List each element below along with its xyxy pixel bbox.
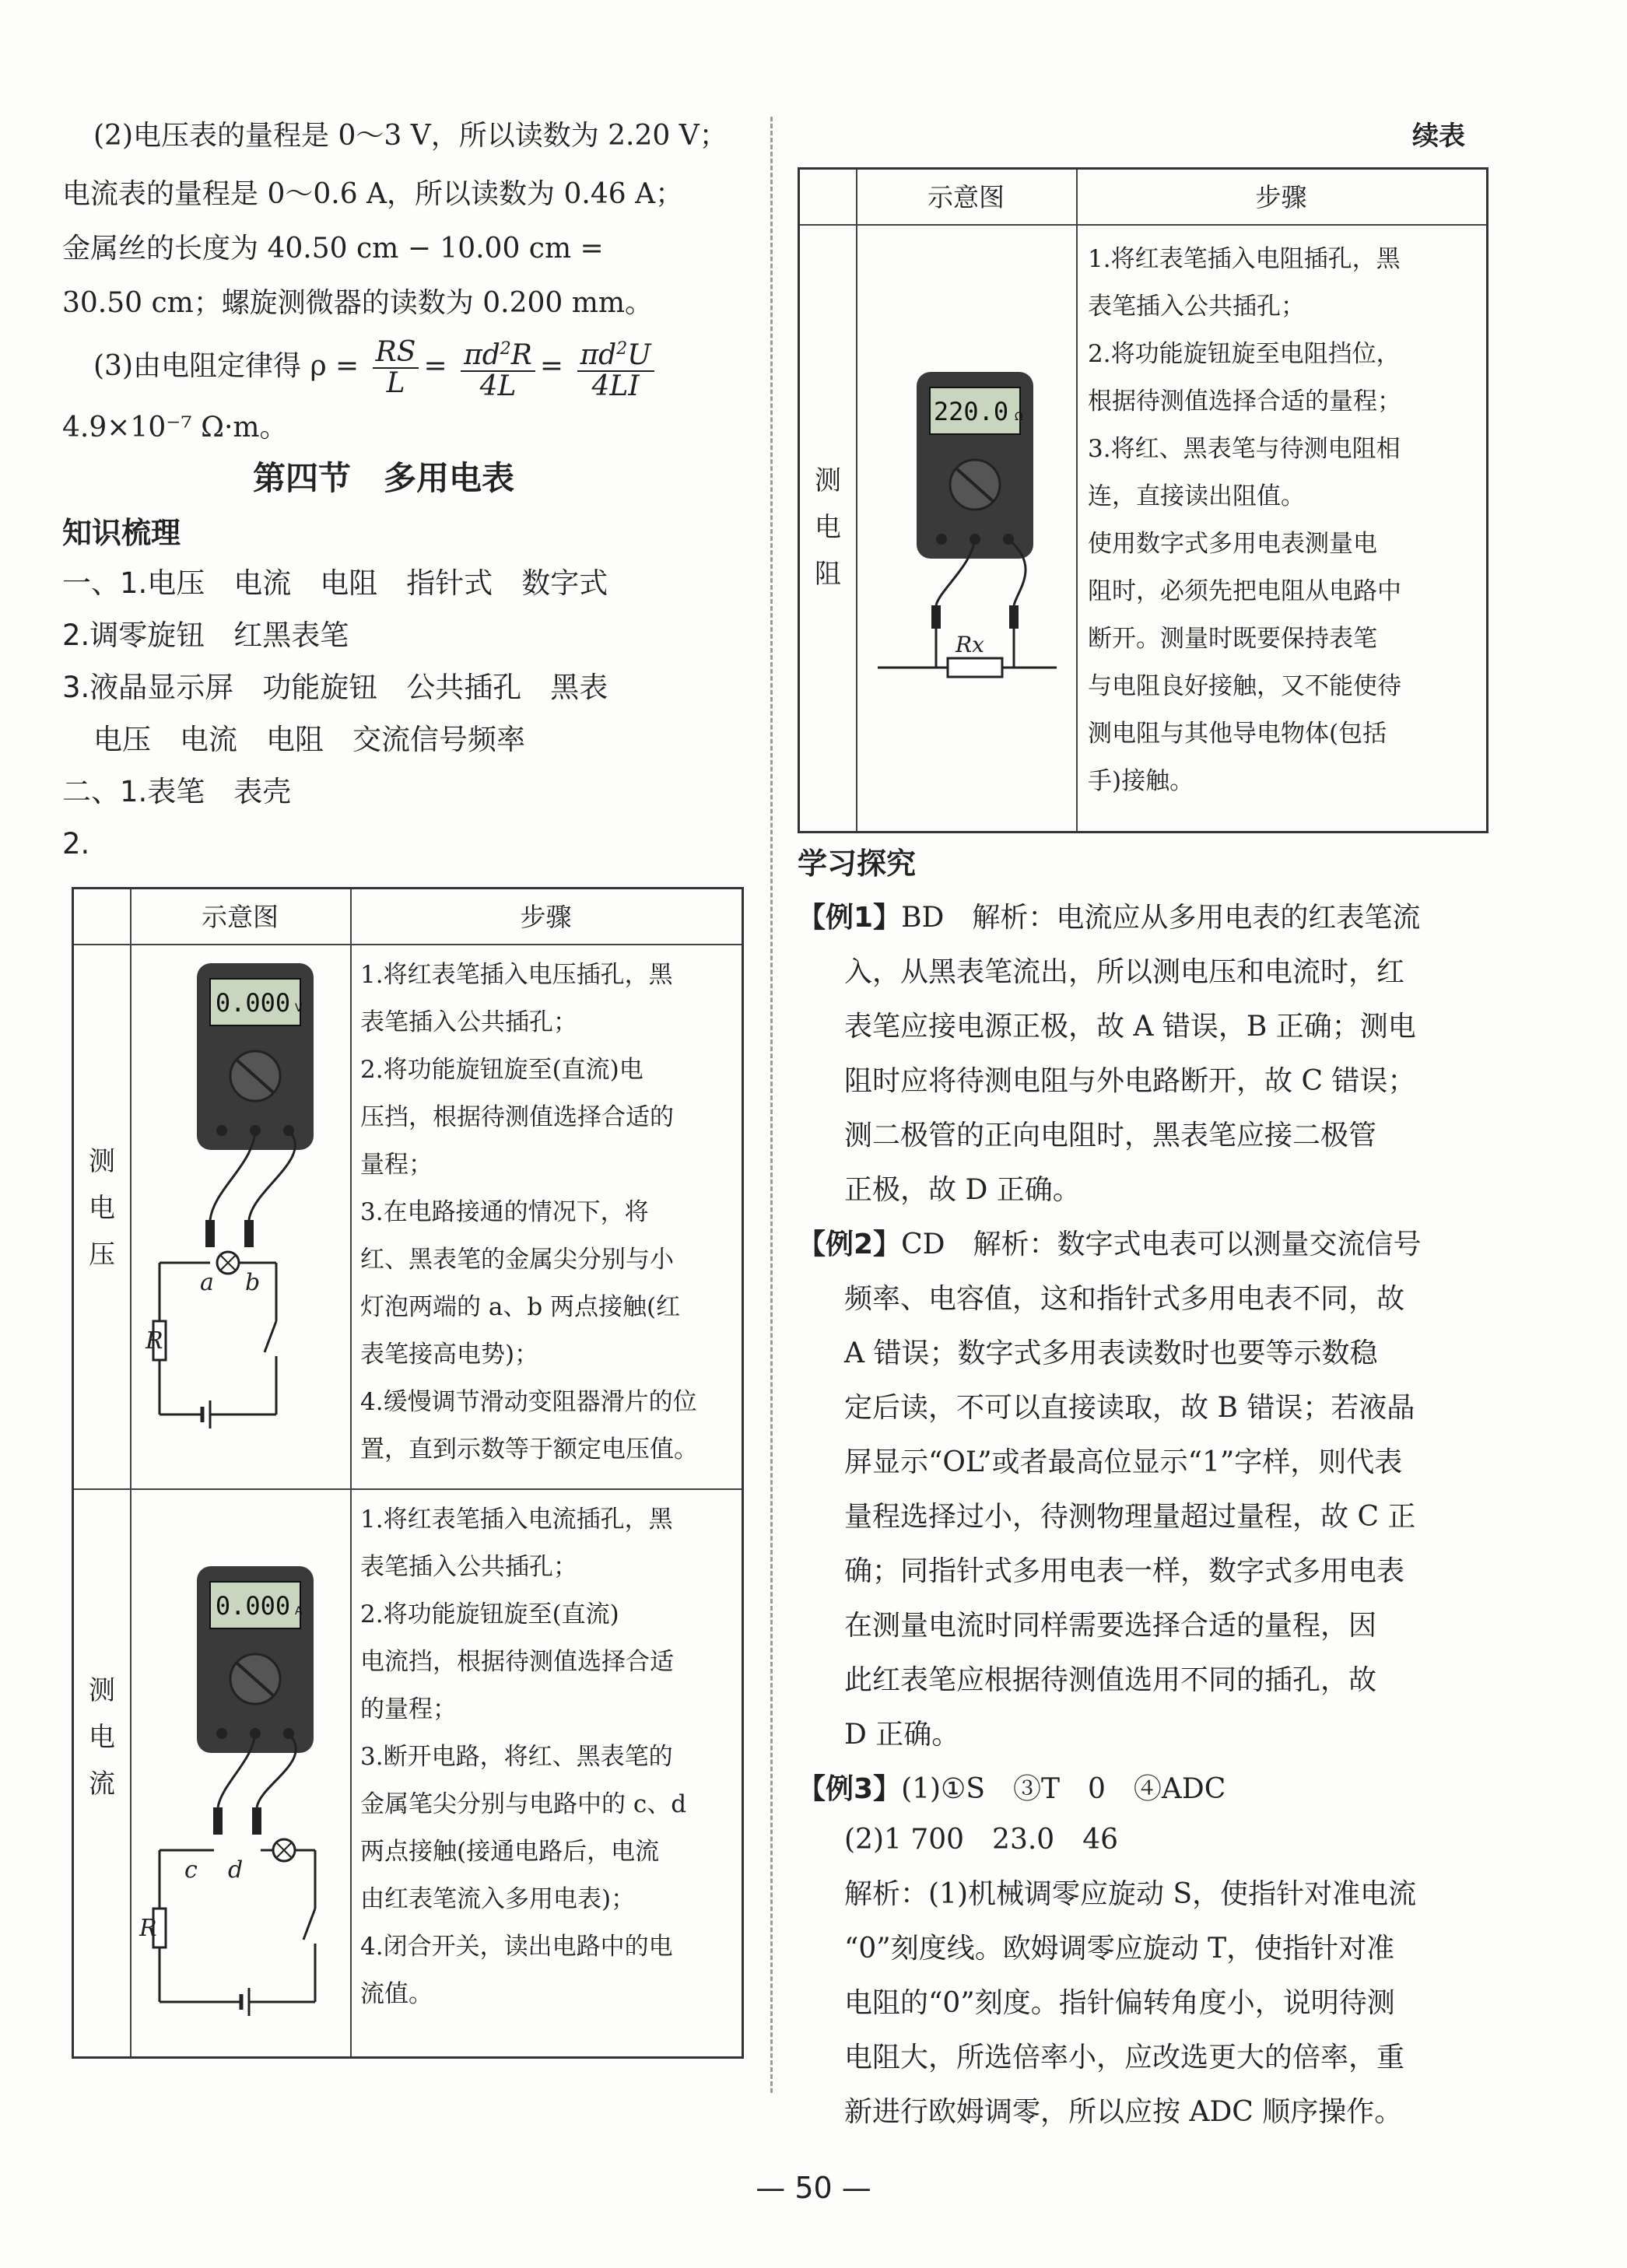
knowledge-line-2: 2.调零旋钮 红黑表笔 bbox=[62, 619, 349, 652]
header-diagram: 示意图 bbox=[202, 902, 279, 932]
row-label-resistance: 测 电 阻 bbox=[815, 465, 841, 590]
intro-line-3: 金属丝的长度为 40.50 cm − 10.00 cm = bbox=[62, 233, 604, 265]
label-d: d bbox=[228, 1856, 244, 1884]
knowledge-line-5: 二、1.表笔 表壳 bbox=[62, 775, 292, 808]
knowledge-line-4: 电压 电流 电阻 交流信号频率 bbox=[93, 723, 525, 756]
intro-line-1: (2)电压表的量程是 0～3 V，所以读数为 2.20 V； bbox=[93, 120, 728, 152]
intro-line-4: 30.50 cm；螺旋测微器的读数为 0.200 mm。 bbox=[62, 287, 654, 319]
knowledge-heading: 知识梳理 bbox=[62, 516, 181, 550]
measurement-table-continued bbox=[798, 167, 1488, 833]
resistivity-formula: (3)由电阻定律得 ρ = $\frac{RS}{L}$ = $\frac{\pi d^2R}{4L}$ = $\frac{\pi d^2U}{4LI}$ bbox=[93, 335, 659, 401]
label-b: b bbox=[245, 1269, 261, 1296]
fraction-pid2r-4l: $\frac{\pi d^2R}{4L}$ bbox=[461, 335, 535, 401]
voltage-steps: 1.将红表笔插入电压插孔，黑 表笔插入公共插孔； 2.将功能旋钮旋至(直流)电 压挡，根据待测值选择合适的 量程； 3.在电路接通的情况下，将 红、黑表笔的金属尖分别与小 灯泡两端的 a、b 两点接触(红 表笔接高电势)； 4.缓慢调节滑动变阻器滑片的位 置，直到示数等于额定电压值。 bbox=[360, 961, 698, 1464]
lcd-unit-current: A bbox=[295, 1605, 303, 1618]
lcd-unit-resistance: Ω bbox=[1015, 411, 1023, 423]
formula-result: 4.9×10⁻⁷ Ω·m。 bbox=[62, 412, 288, 443]
continued-label: 续表 bbox=[1412, 121, 1465, 152]
column-divider bbox=[770, 117, 773, 2093]
label-rx: Rx bbox=[956, 632, 984, 657]
page-number: — 50 — bbox=[756, 2171, 871, 2205]
lcd-reading: 0.000 bbox=[215, 988, 291, 1018]
row-label-voltage: 测 电 压 bbox=[89, 1146, 115, 1271]
label-r-current: R bbox=[139, 1915, 157, 1942]
resistor-icon bbox=[948, 658, 1002, 677]
resistance-diagram bbox=[862, 364, 1072, 691]
resistance-steps: 1.将红表笔插入电阻插孔，黑 表笔插入公共插孔； 2.将功能旋钮旋至电阻挡位， 根据待测值选择合适的量程； 3.将红、黑表笔与待测电阻相 连，直接读出阻值。 使用数字式多用电表测量电 阻时，必须先把电阻从电路中 断开。测量时既要保持表笔 与电阻良好接触，又不能使待 测电阻与其他导电物体(包括 手)接触。 bbox=[1088, 245, 1401, 795]
lcd-reading-resistance: 220.0 bbox=[933, 397, 1009, 426]
study-heading: 学习探究 bbox=[798, 847, 917, 881]
knowledge-line-1: 一、1.电压 电流 电阻 指针式 数字式 bbox=[62, 566, 608, 600]
lcd-reading-current: 0.000 bbox=[215, 1591, 291, 1621]
lcd-unit: V bbox=[295, 1002, 303, 1015]
knowledge-line-6: 2. bbox=[62, 827, 90, 861]
row-label-current: 测 电 流 bbox=[89, 1675, 115, 1800]
knowledge-line-3: 3.液晶显示屏 功能旋钮 公共插孔 黑表 bbox=[62, 671, 608, 704]
label-c: c bbox=[184, 1856, 198, 1884]
header-steps: 步骤 bbox=[520, 902, 572, 932]
section-title: 第四节 多用电表 bbox=[253, 459, 515, 497]
header-diagram-continued: 示意图 bbox=[927, 182, 1005, 212]
voltage-diagram bbox=[136, 955, 346, 1477]
fraction-rs-l: $\frac{RS}{L}$ bbox=[373, 338, 419, 398]
measurement-table bbox=[72, 887, 744, 2059]
current-steps: 1.将红表笔插入电流插孔，黑 表笔插入公共插孔； 2.将功能旋钮旋至(直流) 电流挡，根据待测值选择合适 的量程； 3.断开电路，将红、黑表笔的 金属笔尖分别与电路中的 c、d 两点接触(接通电路后，电流 由红表笔流入多用电表)； 4.闭合开关，读出电路中的电 流值。 bbox=[360, 1506, 687, 2008]
label-a: a bbox=[200, 1269, 214, 1296]
current-diagram bbox=[136, 1558, 346, 2041]
fraction-pid2u-4li: $\frac{\pi d^2U}{4LI}$ bbox=[577, 335, 654, 401]
switch-icon bbox=[265, 1321, 276, 1352]
label-r: R bbox=[146, 1327, 163, 1355]
intro-line-2: 电流表的量程是 0～0.6 A，所以读数为 0.46 A； bbox=[62, 178, 684, 210]
formula-prefix: (3)由电阻定律得 ρ = bbox=[93, 350, 359, 382]
header-steps-continued: 步骤 bbox=[1255, 182, 1307, 212]
